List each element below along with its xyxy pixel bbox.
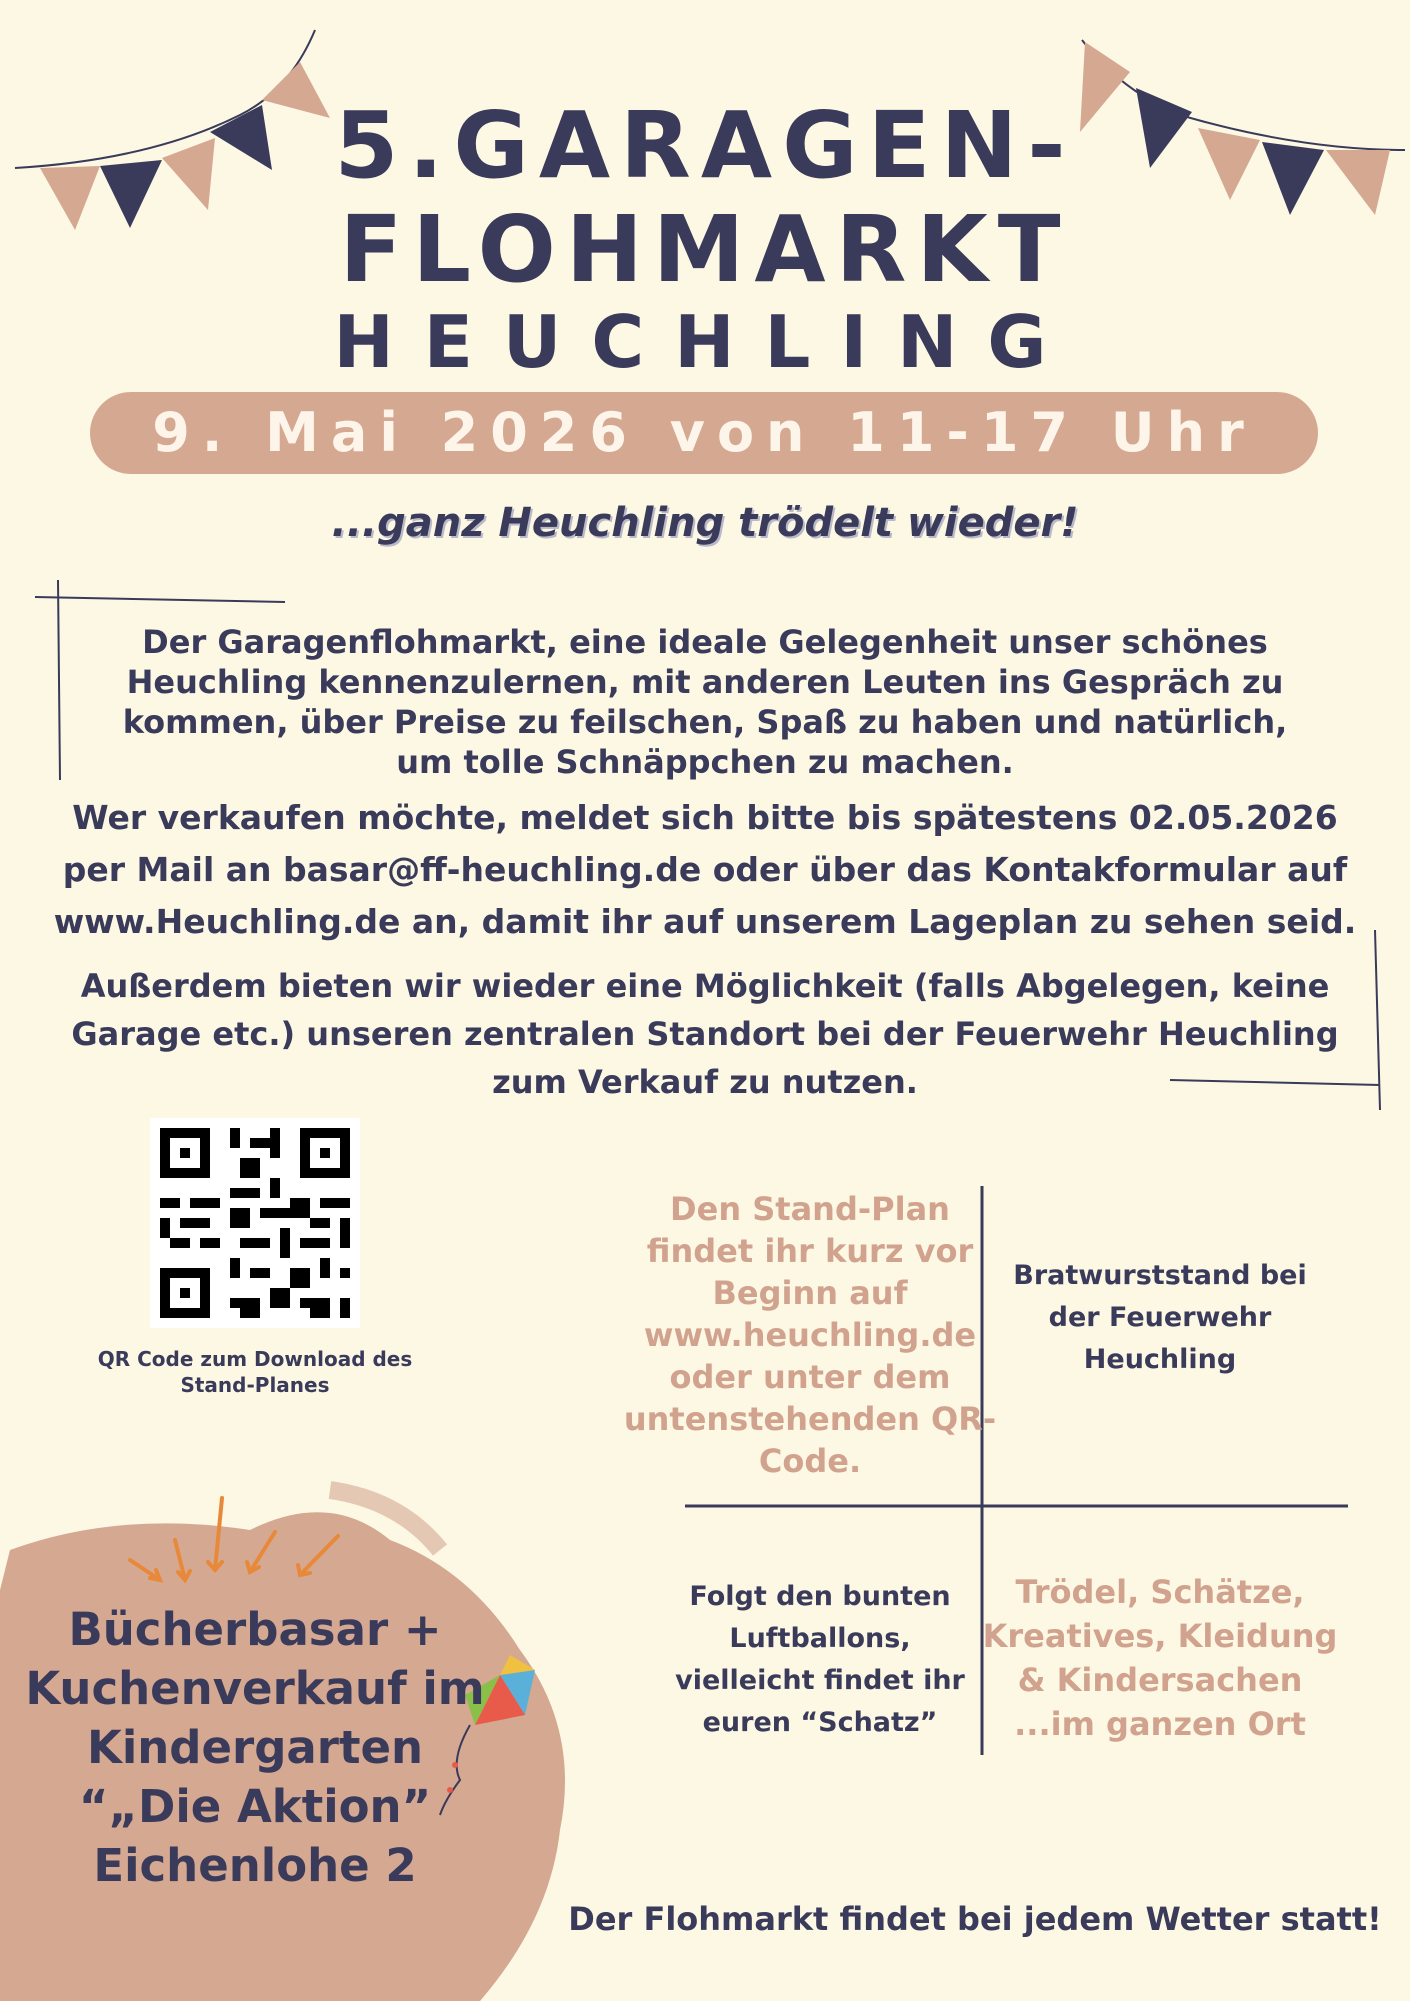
basar-text: Bücherbasar + Kuchenverkauf im Kindergarten “„Die Aktion” Eichenlohe 2 [25,1603,485,1892]
weather-note: Der Flohmarkt findet bei jedem Wetter statt! [568,1900,1382,1938]
bratwurst-info: Bratwurststand bei der Feuerwehr Heuchling [1013,1260,1307,1375]
intro-paragraph-2: Wer verkaufen möchte, meldet sich bitte bis spätestens 02.05.2026 per Mail an basar@ff-heuchling.de oder über das Kontakformular auf www.Heuchling.de an, damit ihr auf unserem Lageplan zu sehen seid. [53,798,1357,941]
standplan-info: Den Stand-Plan findet ihr kurz vor Beginn auf www.heuchling.de oder unter dem untenstehenden QR-Code. [623,1190,997,1480]
date-banner: 9. Mai 2026 von 11-17 Uhr [90,392,1318,474]
troedel-info: Trödel, Schätze, Kreatives, Kleidung & Kindersachen ...im ganzen Ort [982,1573,1338,1743]
intro-paragraph-1: Der Garagenflohmarkt, eine ideale Gelegenheit unser schönes Heuchling kennenzulernen, mit anderen Leuten ins Gespräch zu kommen, über Preise zu feilschen, Spaß zu haben und natürlich, um tolle Schnäppchen zu machen. [122,623,1288,781]
title-line-3: HEUCHLING [333,300,1077,384]
ballons-info: Folgt den bunten Luftballons, vielleicht findet ihr euren “Schatz” [675,1581,965,1738]
intro-paragraph-3: Außerdem bieten wir wieder eine Möglichkeit (falls Abgelegen, keine Garage etc.) unseren zentralen Standort bei der Feuerwehr Heuchling zum Verkauf zu nutzen. [71,967,1339,1101]
title-line-2: FLOHMARKT [339,196,1071,303]
qr-caption: QR Code zum Download des Stand-Planes [97,1347,413,1397]
title-line-1: 5.GARAGEN- [334,92,1076,199]
slogan: ...ganz Heuchling trödelt wieder! [331,500,1079,546]
qr-code-icon[interactable] [150,1118,360,1328]
